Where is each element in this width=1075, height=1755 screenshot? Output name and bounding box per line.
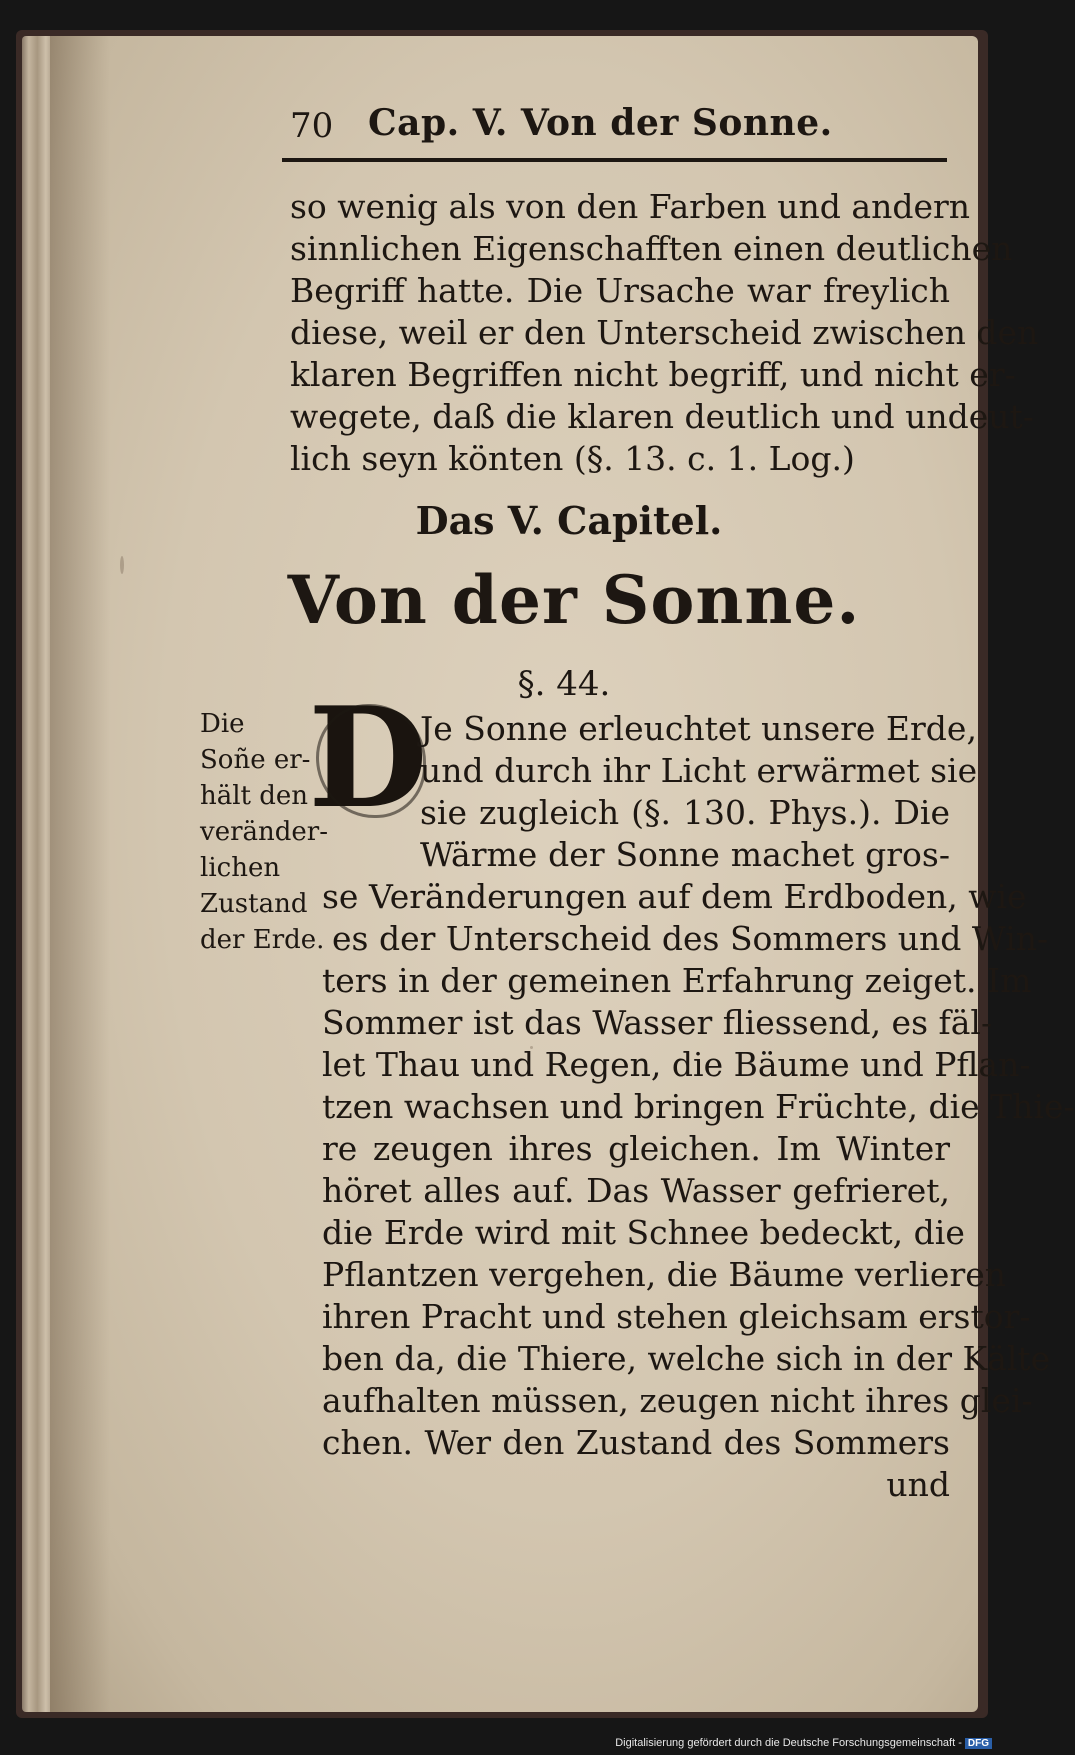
- text-line: let Thau und Regen, die Bäume und Pflan-: [322, 1045, 1031, 1084]
- text-line: se Veränderungen auf dem Erdboden, wie: [322, 877, 1027, 916]
- catchword: und: [886, 1465, 950, 1504]
- text-line: sie zugleich (§. 130. Phys.). Die: [420, 793, 950, 832]
- dfg-logo: DFG: [965, 1738, 992, 1749]
- marginal-note-line: veränder-: [200, 817, 328, 847]
- text-line: Sommer ist das Wasser fliessend, es fäl-: [322, 1003, 993, 1042]
- page-number: 70: [290, 106, 334, 146]
- book-page: [50, 36, 1075, 1712]
- credit-text: Digitalisierung gefördert durch die Deutsche Forschungsgemeinschaft -: [615, 1737, 962, 1749]
- marginal-note-line: Soñe er-: [200, 745, 311, 775]
- text-line: tzen wachsen und bringen Früchte, die Thie-: [322, 1087, 1075, 1126]
- text-line: Je Sonne erleuchtet unsere Erde,: [420, 709, 977, 748]
- section-number: §. 44.: [517, 664, 611, 704]
- text-line: ben da, die Thiere, welche sich in der Kälte: [322, 1339, 1051, 1378]
- text-line: und durch ihr Licht erwärmet sie: [420, 751, 978, 790]
- text-line: ihren Pracht und stehen gleichsam erstor-: [322, 1297, 1031, 1336]
- chapter-label: Das V. Capitel.: [415, 498, 723, 543]
- text-line: höret alles auf. Das Wasser gefrieret,: [322, 1171, 950, 1210]
- header-rule: [282, 158, 947, 162]
- text-line: diese, weil er den Unterscheid zwischen den: [290, 313, 1039, 352]
- marginal-note: [200, 706, 328, 958]
- marginal-note-line: Zustand: [200, 889, 308, 919]
- text-line: so wenig als von den Farben und andern: [290, 187, 971, 226]
- text-line: Begriff hatte. Die Ursache war freylich: [290, 271, 950, 310]
- text-line: lich seyn könten (§. 13. c. 1. Log.): [290, 439, 855, 478]
- marginal-note-line: Die: [200, 709, 245, 739]
- marginal-note-line: hält den: [200, 781, 309, 811]
- text-line: wegete, daß die klaren deutlich und undeut-: [290, 397, 1034, 436]
- text-block: [50, 36, 1075, 1712]
- marginal-note-line: der Erde.: [200, 925, 325, 955]
- chapter-title: Von der Sonne.: [287, 561, 861, 639]
- digitization-credit: [615, 1737, 992, 1749]
- running-title: Cap. V. Von der Sonne.: [368, 102, 833, 144]
- text-line: klaren Begriffen nicht begriff, und nicht er-: [290, 355, 1016, 394]
- text-line: es der Unterscheid des Sommers und Win-: [332, 919, 1049, 958]
- running-header: [290, 98, 940, 158]
- text-line: chen. Wer den Zustand des Sommers: [322, 1423, 950, 1462]
- text-line: aufhalten müssen, zeugen nicht ihres glei-: [322, 1381, 1033, 1420]
- text-line: Pflantzen vergehen, die Bäume verlieren: [322, 1255, 1007, 1294]
- marginal-note-line: lichen: [200, 853, 281, 883]
- text-line: Wärme der Sonne machet gros-: [420, 835, 950, 874]
- text-line: ters in der gemeinen Erfahrung zeiget. Im: [322, 961, 1032, 1000]
- drop-cap-initial: D: [308, 676, 428, 839]
- text-line: die Erde wird mit Schnee bedeckt, die: [322, 1213, 965, 1252]
- text-line: sinnlichen Eigenschafften einen deutlichen: [290, 229, 1013, 268]
- text-line: re zeugen ihres gleichen. Im Winter: [322, 1129, 950, 1168]
